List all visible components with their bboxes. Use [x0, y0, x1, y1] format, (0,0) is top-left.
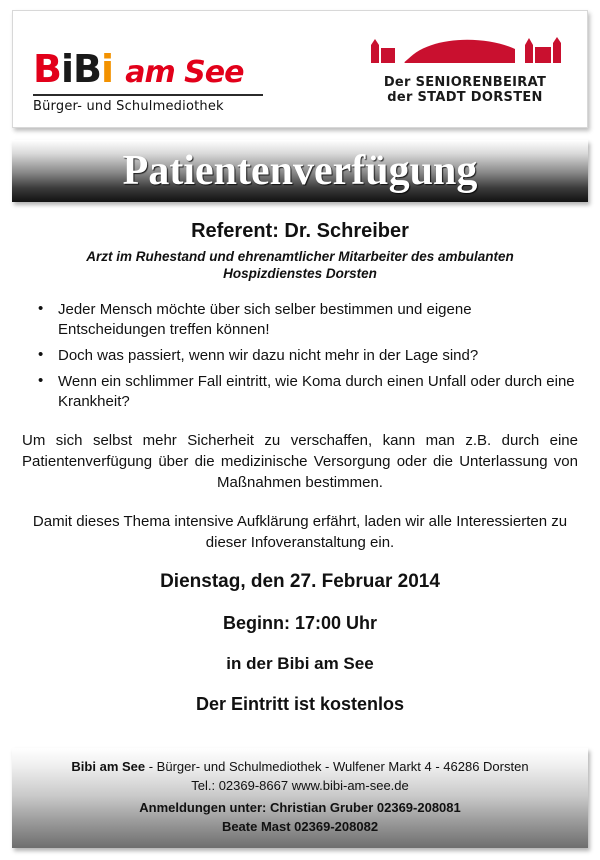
list-item: • Doch was passiert, wenn wir dazu nicht mehr in der Lage sind?	[32, 346, 578, 366]
seniorenbeirat-line2: der STADT DORSTEN	[387, 90, 543, 105]
bibi-letter-4: i	[100, 47, 113, 91]
list-item: • Jeder Mensch möchte über sich selber bestimmen und eigene Entscheidungen treffen können!	[32, 300, 578, 340]
footer-address	[12, 757, 588, 776]
body-paragraph-1: Um sich selbst mehr Sicherheit zu verschaffen, kann man z.B. durch eine Patientenverfügung über die medizinische Versorgung oder die Unterlassung von Maßnahmen bestimmen.	[22, 432, 578, 491]
footer-contact[interactable]: Tel.: 02369-8667 www.bibi-am-see.de	[191, 778, 409, 793]
event-date: Dienstag, den 27. Februar 2014	[160, 571, 440, 592]
speaker-name: Referent: Dr. Schreiber	[191, 220, 409, 242]
logo-seniorenbeirat	[365, 33, 565, 105]
bullet-list	[32, 300, 578, 412]
title-banner	[12, 140, 588, 202]
speaker-description-line1: Arzt im Ruhestand und ehrenamtlicher Mitarbeiter des ambulanten	[86, 249, 514, 264]
bibi-wordmark	[33, 49, 263, 93]
seniorenbeirat-line1: Der SENIORENBEIRAT	[383, 75, 547, 90]
logo-bibi-am-see	[33, 49, 263, 114]
footer-address-rest: - Bürger- und Schulmediothek - Wulfener Markt 4 - 46286 Dorsten	[145, 759, 529, 774]
speaker-description	[22, 248, 578, 282]
bibi-letter-1: B	[33, 47, 61, 91]
footer-banner	[12, 748, 588, 848]
footer-registration-1: Anmeldungen unter: Christian Gruber 02369-208081	[139, 800, 461, 815]
main-content	[0, 202, 600, 715]
dorsten-skyline-icon	[365, 33, 565, 63]
event-price: Der Eintritt ist kostenlos	[195, 694, 405, 714]
page-title: Patientenverfügung	[122, 148, 478, 194]
speaker-description-line2: Hospizdienstes Dorsten	[223, 266, 377, 281]
event-location: in der Bibi am See	[226, 654, 374, 673]
bibi-subtitle: Bürger- und Schulmediothek	[33, 94, 263, 114]
header-banner	[12, 10, 588, 128]
bibi-letter-2: i	[60, 47, 73, 91]
bibi-amsee-text: am See	[125, 55, 244, 90]
body-paragraph-2: Damit dieses Thema intensive Aufklärung erfährt, laden wir alle Interessierten zu dieser Infoveranstaltung ein.	[32, 513, 568, 551]
bibi-letter-3: B	[73, 47, 101, 91]
event-time: Beginn: 17:00 Uhr	[222, 613, 378, 633]
seniorenbeirat-text	[365, 75, 565, 105]
footer-registration-2: Beate Mast 02369-208082	[221, 819, 379, 834]
footer-org-name: Bibi am See	[71, 759, 146, 774]
list-item: • Wenn ein schlimmer Fall eintritt, wie Koma durch einen Unfall oder durch eine Krankheit?	[32, 372, 578, 412]
